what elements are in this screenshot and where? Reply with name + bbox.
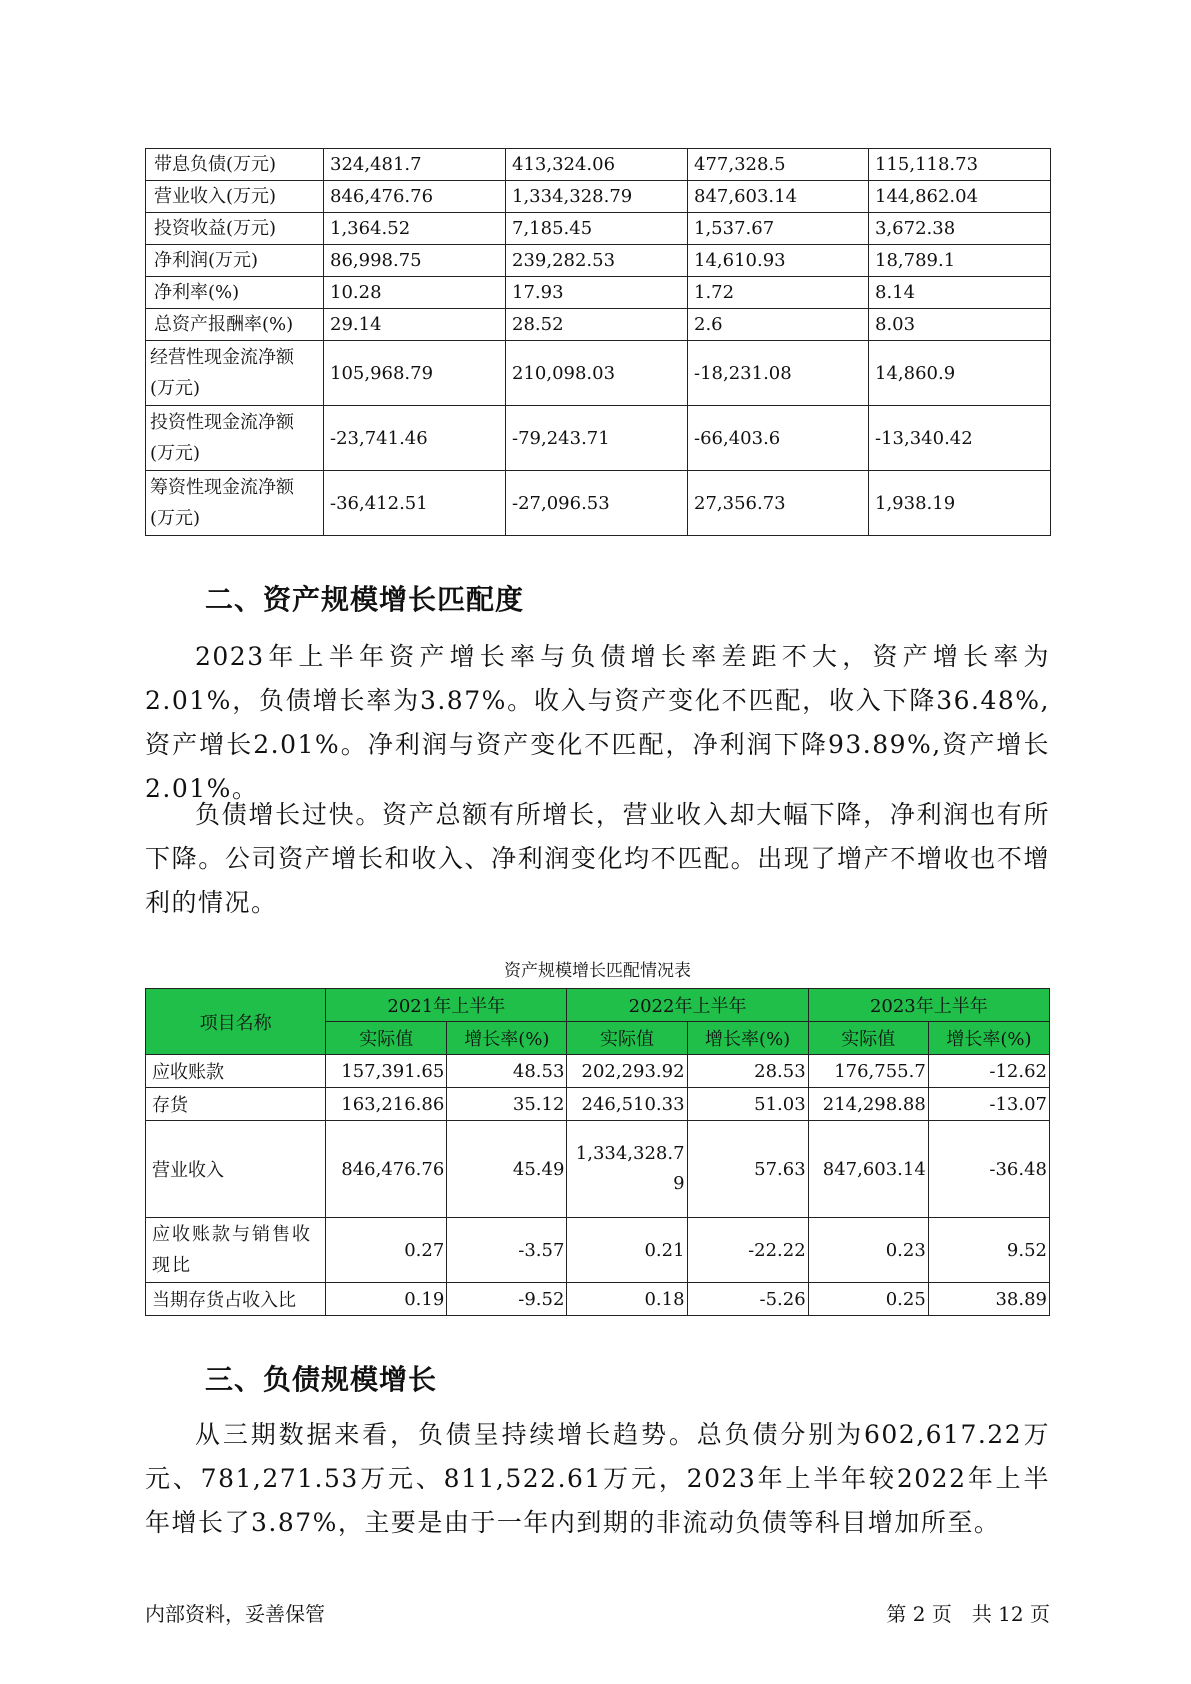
subheader-growth: 增长率(%) <box>928 1022 1049 1055</box>
table-cell: 0.18 <box>567 1283 687 1316</box>
table-row <box>146 406 1051 471</box>
table-cell: -5.26 <box>687 1283 808 1316</box>
subheader-actual: 实际值 <box>567 1022 687 1055</box>
table-cell: 176,755.7 <box>808 1055 928 1088</box>
paragraph: 从三期数据来看，负债呈持续增长趋势。总负债分别为602,617.22万元、781,271.53万元、811,522.61万元，2023年上半年较2022年上半年增长了3.87%，主要是由于一年内到期的非流动负债等科目增加所至。 <box>145 1420 1050 1537</box>
row-label: 营业收入 <box>146 1121 326 1218</box>
table-cell: 1,364.52 <box>324 213 506 245</box>
table-cell: 115,118.73 <box>869 149 1051 181</box>
table-cell: -66,403.6 <box>688 406 869 471</box>
footer-left: 内部资料，妥善保管 <box>145 1602 325 1626</box>
table-cell: 214,298.88 <box>808 1088 928 1121</box>
table-cell: 846,476.76 <box>324 181 506 213</box>
row-label: 存货 <box>146 1088 326 1121</box>
table-row <box>146 277 1051 309</box>
table-cell: -13.07 <box>928 1088 1049 1121</box>
asset-growth-match-table <box>145 988 1050 1316</box>
row-label: 净利率(%) <box>146 277 324 309</box>
column-header: 项目名称 <box>146 989 326 1055</box>
table-cell: 246,510.33 <box>567 1088 687 1121</box>
subheader-growth: 增长率(%) <box>447 1022 567 1055</box>
table-row <box>146 1055 1050 1088</box>
table-cell: 239,282.53 <box>506 245 688 277</box>
section-heading: 三、负债规模增长 <box>205 1363 438 1396</box>
table-row <box>146 471 1051 536</box>
table-cell: 7,185.45 <box>506 213 688 245</box>
table-cell: -13,340.42 <box>869 406 1051 471</box>
subheader-growth: 增长率(%) <box>687 1022 808 1055</box>
table-row <box>146 181 1051 213</box>
table-cell: 51.03 <box>687 1088 808 1121</box>
table-cell: 3,672.38 <box>869 213 1051 245</box>
table-cell: 28.52 <box>506 309 688 341</box>
table-cell: 8.14 <box>869 277 1051 309</box>
period-header: 2023年上半年 <box>808 989 1049 1022</box>
row-label: 经营性现金流净额(万元) <box>146 341 324 406</box>
table-cell: 1,334,328.79 <box>506 181 688 213</box>
period-header: 2021年上半年 <box>326 989 567 1022</box>
table-cell: -27,096.53 <box>506 471 688 536</box>
page-number: 第 2 页 共 12 页 <box>886 1602 1050 1626</box>
table-cell: -22.22 <box>687 1218 808 1283</box>
table-cell: 35.12 <box>447 1088 567 1121</box>
table-cell: 48.53 <box>447 1055 567 1088</box>
table-cell: 847,603.14 <box>808 1121 928 1218</box>
table-cell: 28.53 <box>687 1055 808 1088</box>
table-cell: -3.57 <box>447 1218 567 1283</box>
row-label: 营业收入(万元) <box>146 181 324 213</box>
table-cell: 27,356.73 <box>688 471 869 536</box>
table-cell: 17.93 <box>506 277 688 309</box>
row-label: 净利润(万元) <box>146 245 324 277</box>
paragraph: 负债增长过快。资产总额有所增长，营业收入却大幅下降，净利润也有所下降。公司资产增长和收入、净利润变化均不匹配。出现了增产不增收也不增利的情况。 <box>145 800 1050 917</box>
table-cell: 1,334,328.79 <box>567 1121 687 1218</box>
table-cell: 0.25 <box>808 1283 928 1316</box>
table-cell: 57.63 <box>687 1121 808 1218</box>
table-cell: 163,216.86 <box>326 1088 447 1121</box>
table-cell: -36,412.51 <box>324 471 506 536</box>
table-cell: 0.21 <box>567 1218 687 1283</box>
table-cell: 29.14 <box>324 309 506 341</box>
table-cell: 8.03 <box>869 309 1051 341</box>
table-row <box>146 213 1051 245</box>
table-cell: 14,860.9 <box>869 341 1051 406</box>
table-cell: -12.62 <box>928 1055 1049 1088</box>
table-row <box>146 1283 1050 1316</box>
table-cell: 14,610.93 <box>688 245 869 277</box>
table-row <box>146 1088 1050 1121</box>
table-cell: 847,603.14 <box>688 181 869 213</box>
table-cell: 86,998.75 <box>324 245 506 277</box>
table-cell: 1,938.19 <box>869 471 1051 536</box>
subheader-actual: 实际值 <box>808 1022 928 1055</box>
row-label: 筹资性现金流净额(万元) <box>146 471 324 536</box>
table-cell: 324,481.7 <box>324 149 506 181</box>
table-row <box>146 149 1051 181</box>
subheader-actual: 实际值 <box>326 1022 447 1055</box>
table-cell: 38.89 <box>928 1283 1049 1316</box>
table-cell: 144,862.04 <box>869 181 1051 213</box>
table-cell: 1,537.67 <box>688 213 869 245</box>
table-row <box>146 1218 1050 1283</box>
table-cell: 413,324.06 <box>506 149 688 181</box>
table-cell: 0.27 <box>326 1218 447 1283</box>
row-label: 投资性现金流净额(万元) <box>146 406 324 471</box>
table-cell: 202,293.92 <box>567 1055 687 1088</box>
table-caption: 资产规模增长匹配情况表 <box>504 961 691 981</box>
table-cell: 210,098.03 <box>506 341 688 406</box>
table-cell: 477,328.5 <box>688 149 869 181</box>
table-row <box>146 309 1051 341</box>
table-row <box>146 245 1051 277</box>
row-label: 总资产报酬率(%) <box>146 309 324 341</box>
table-cell: -79,243.71 <box>506 406 688 471</box>
table-cell: 0.19 <box>326 1283 447 1316</box>
table-cell: 9.52 <box>928 1218 1049 1283</box>
period-header: 2022年上半年 <box>567 989 808 1022</box>
table-cell: 0.23 <box>808 1218 928 1283</box>
row-label: 当期存货占收入比 <box>146 1283 326 1316</box>
row-label: 带息负债(万元) <box>146 149 324 181</box>
table-cell: 157,391.65 <box>326 1055 447 1088</box>
financial-indicators-table <box>145 148 1051 536</box>
table-cell: 10.28 <box>324 277 506 309</box>
table-cell: 18,789.1 <box>869 245 1051 277</box>
table-cell: -36.48 <box>928 1121 1049 1218</box>
table-cell: 1.72 <box>688 277 869 309</box>
table-row <box>146 1121 1050 1218</box>
section-heading: 二、资产规模增长匹配度 <box>205 583 525 616</box>
table-row <box>146 341 1051 406</box>
table-cell: -23,741.46 <box>324 406 506 471</box>
table-cell: -9.52 <box>447 1283 567 1316</box>
row-label: 应收账款与销售收现比 <box>146 1218 326 1283</box>
table-cell: 846,476.76 <box>326 1121 447 1218</box>
row-label: 应收账款 <box>146 1055 326 1088</box>
paragraph: 2023年上半年资产增长率与负债增长率差距不大，资产增长率为2.01%，负债增长率为3.87%。收入与资产变化不匹配，收入下降36.48%,资产增长2.01%。净利润与资产变化不匹配，净利润下降93.89%,资产增长2.01%。 <box>145 642 1050 803</box>
table-cell: 105,968.79 <box>324 341 506 406</box>
table-cell: -18,231.08 <box>688 341 869 406</box>
row-label: 投资收益(万元) <box>146 213 324 245</box>
table-cell: 2.6 <box>688 309 869 341</box>
table-cell: 45.49 <box>447 1121 567 1218</box>
